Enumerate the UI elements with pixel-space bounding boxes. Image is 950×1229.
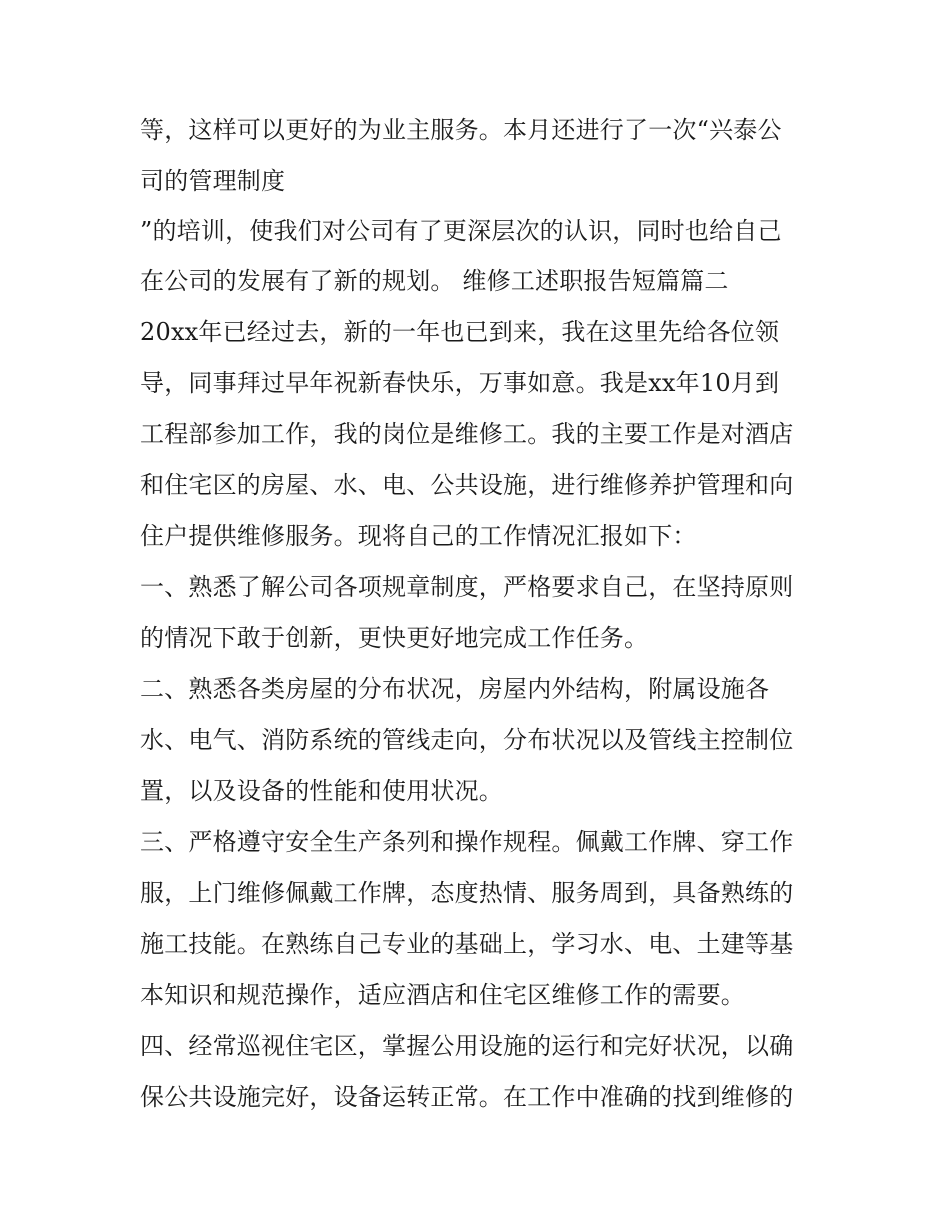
text-line: 司的管理制度 — [140, 167, 286, 195]
text-line: 一、熟悉了解公司各项规章制度，严格要求自己，在坚持原则 — [140, 573, 794, 601]
text-line: 二、熟悉各类房屋的分布状况，房屋内外结构，附属设施各 — [140, 675, 770, 703]
text-line: 20xx年已经过去，新的一年也已到来，我在这里先给各位领 — [140, 318, 780, 346]
text-line: 本知识和规范操作，适应酒店和住宅区维修工作的需要。 — [140, 981, 745, 1009]
text-line: 在公司的发展有了新的规划。 维修工述职报告短篇篇二 — [140, 267, 729, 295]
text-line: 施工技能。在熟练自己专业的基础上，学习水、电、土建等基 — [140, 930, 794, 958]
text-line: 和住宅区的房屋、水、电、公共设施，进行维修养护管理和向 — [140, 471, 794, 499]
text-line: 水、电气、消防系统的管线走向，分布状况以及管线主控制位 — [140, 726, 794, 754]
text-line: 工程部参加工作，我的岗位是维修工。我的主要工作是对酒店 — [140, 420, 794, 448]
text-line: 保公共设施完好，设备运转正常。在工作中准确的找到维修的 — [140, 1083, 794, 1111]
text-line: 住户提供维修服务。现将自己的工作情况汇报如下： — [140, 522, 697, 550]
text-line: 服，上门维修佩戴工作牌，态度热情、服务周到，具备熟练的 — [140, 879, 794, 907]
text-line: 三、严格遵守安全生产条列和操作规程。佩戴工作牌、穿工作 — [140, 828, 794, 856]
text-line: 四、经常巡视住宅区，掌握公用设施的运行和完好状况，以确 — [140, 1032, 794, 1060]
text-line: 的情况下敢于创新，更快更好地完成工作任务。 — [140, 624, 649, 652]
text-line: 导，同事拜过早年祝新春快乐，万事如意。我是xx年10月到 — [140, 369, 780, 397]
text-line: ”的培训，使我们对公司有了更深层次的认识，同时也给自己 — [140, 217, 782, 245]
text-line: 置，以及设备的性能和使用状况。 — [140, 777, 503, 805]
text-line: 等，这样可以更好的为业主服务。本月还进行了一次“兴泰公 — [140, 116, 782, 144]
